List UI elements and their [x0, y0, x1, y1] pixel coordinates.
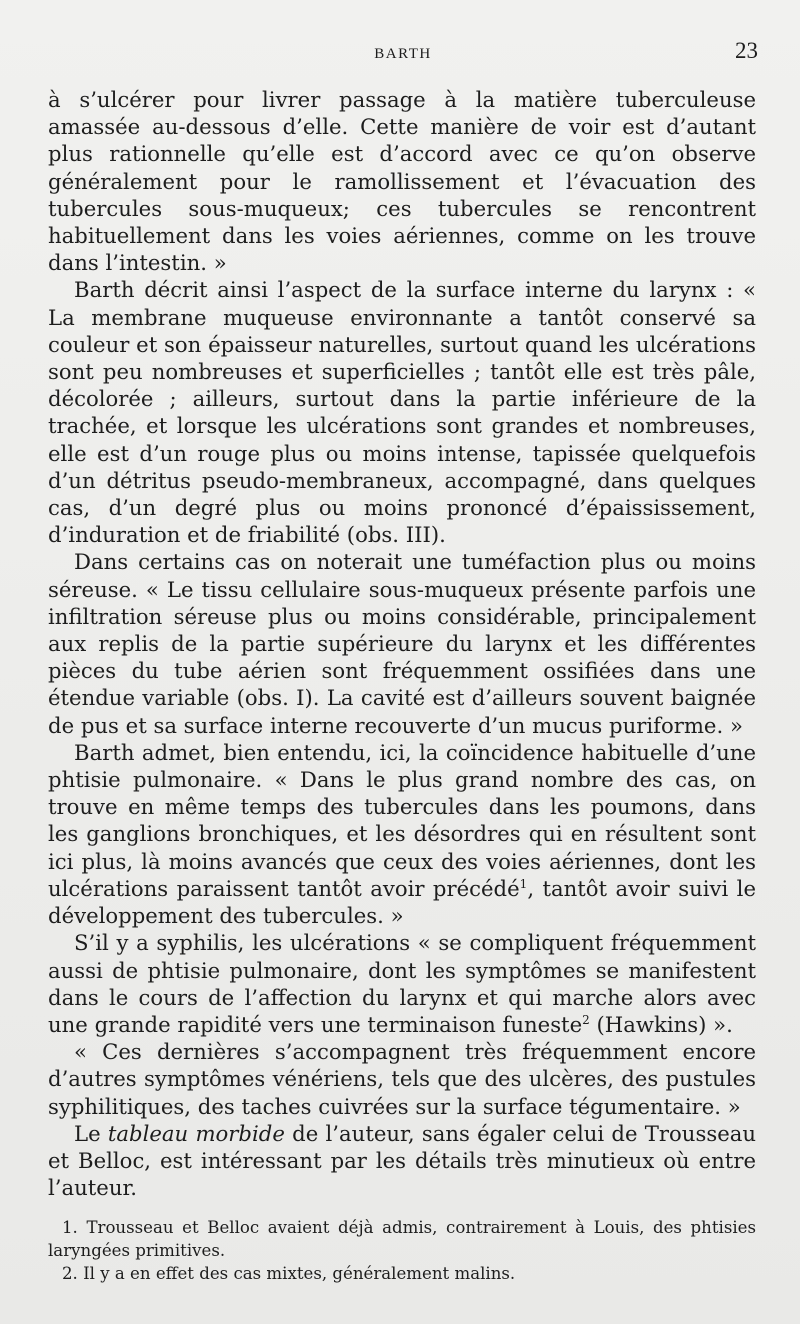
paragraph-text: de l’auteur, sans égaler celui de Trousseau et Belloc, est intéressant par les détails très minutieux où entre l’auteur. — [48, 1120, 757, 1201]
paragraph-text: , tantôt avoir suivi le développement des tubercules. » — [48, 875, 757, 929]
paragraph-syphilis — [48, 929, 756, 1038]
paragraph-venereal-symptoms: « Ces dernières s’accompagnent très fréquemment encore d’autres symptômes vénériens, tels que des ulcères, des pustules syphilitiques, des taches cuivrées sur la surface tégumentaire. » — [48, 1039, 756, 1119]
footnote-2: 2. Il y a en effet des cas mixtes, généralement malins. — [62, 1264, 516, 1283]
body-text — [48, 86, 756, 1201]
page-number: 23 — [735, 38, 758, 63]
paragraph-tableau-morbide — [48, 1120, 756, 1202]
footnote-reference: 2 — [582, 1012, 590, 1027]
italic-phrase: tableau morbide — [107, 1120, 285, 1146]
paragraph-continuation: à s’ulcérer pour livrer passage à la matière tuberculeuse amassée au-dessous d’elle. Cette manière de voir est d’autant plus rationnelle qu’elle est d’accord avec ce qu’on observe généralement pour le ramollissement et l’évacuation des tubercules sous-muqueux; ces tubercules se rencontrent habituellement dans les voies aériennes, comme on les trouve dans l’intestin. » — [48, 87, 756, 276]
paragraph-serous-swelling: Dans certains cas on noterait une tuméfaction plus ou moins séreuse. « Le tissu cellulaire sous-muqueux présente parfois une infiltration séreuse plus ou moins considérable, principalement aux replis de la partie supérieure du larynx et les différentes pièces du tube aérien sont fréquemment ossifiées dans une étendue variable (obs. I). La cavité est d’ailleurs souvent baignée de pus et sa surface interne recouverte d’un mucus puriforme. » — [48, 549, 756, 738]
paragraph-larynx-surface: Barth décrit ainsi l’aspect de la surface interne du larynx : « La membrane muqueuse environnante a tantôt conservé sa couleur et son épaisseur naturelles, surtout quand les ulcérations sont peu nombreuses et superficielles ; tantôt elle est très pâle, décolorée ; ailleurs, surtout dans la partie inférieure de la trachée, et lorsque les ulcérations sont grandes et nombreuses, elle est d’un rouge plus ou moins intense, tapissée quelquefois d’un détritus pseudo-membraneux, accompagné, dans quelques cas, d’un degré plus ou moins prononcé d’épaississement, d’induration et de friabilité (obs. III). — [48, 277, 756, 548]
paragraph-text: S’il y a syphilis, les ulcérations « se compliquent fréquemment aussi de phtisie pulmonaire, dont les symptômes se manifestent dans le cours de l’affection du larynx et qui marche alors avec une grande rapidité vers une terminaison funeste — [48, 930, 756, 1037]
running-title: BARTH — [374, 46, 432, 62]
paragraph-text: (Hawkins) ». — [589, 1011, 733, 1037]
paragraph-text: Barth admet, bien entendu, ici, la coïncidence habituelle d’une phtisie pulmonaire. « Dans le plus grand nombre des cas, on trouve en même temps des tubercules dans les poumons, dans les ganglions bronchiques, et les désordres qui en résultent sont ici plus, là moins avancés que ceux des voies aériennes, dont les ulcérations paraissent tantôt avoir précédé — [48, 739, 756, 901]
footnotes — [48, 1216, 756, 1285]
paragraph-text: Le — [74, 1120, 108, 1146]
running-head — [48, 38, 758, 74]
footnote-reference: 1 — [519, 876, 528, 891]
paragraph-pulmonary-phthisis — [48, 739, 756, 929]
footnote-1: 1. Trousseau et Belloc avaient déjà admis, contrairement à Louis, des phtisies laryngées primitives. — [48, 1218, 756, 1260]
